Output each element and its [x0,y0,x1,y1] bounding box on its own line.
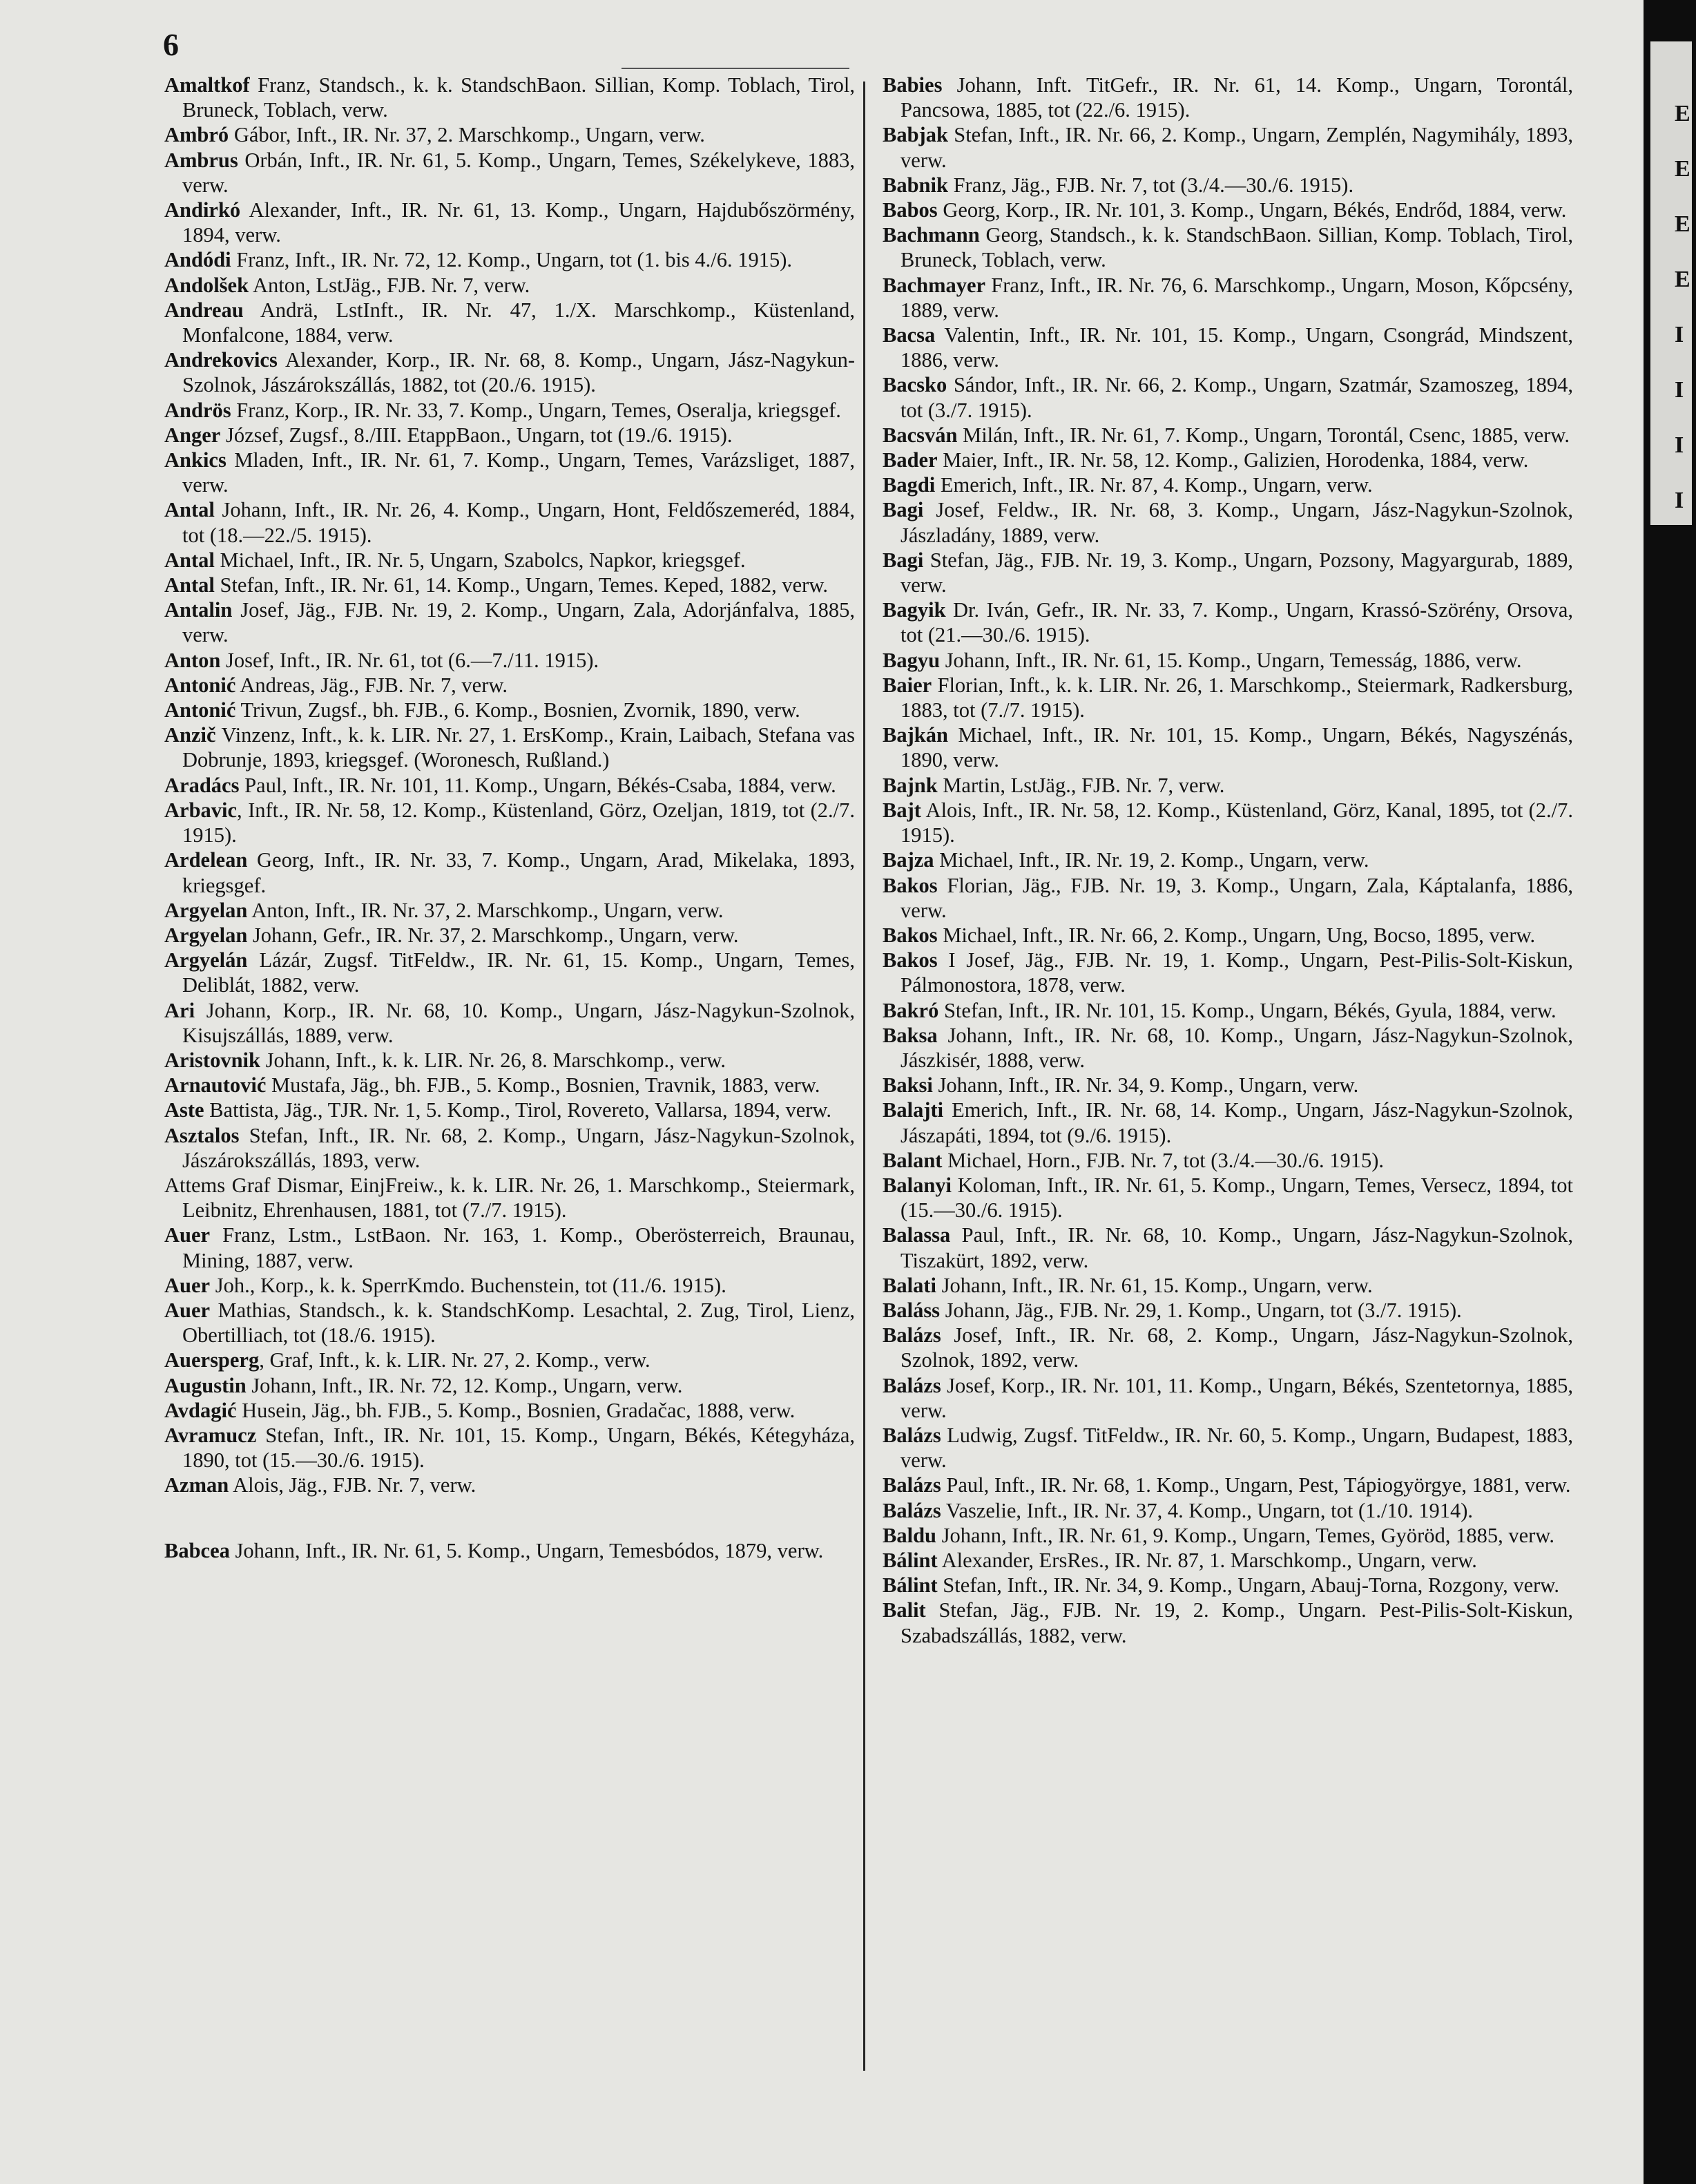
entry-surname: Babos [883,198,938,222]
entry-surname: Anton [164,648,221,672]
register-entry [164,548,855,573]
entry-surname: Aradács [164,773,240,797]
register-entry [164,1473,855,1497]
entry-details: Johann, Inft., IR. Nr. 34, 9. Komp., Ungarn, verw. [932,1073,1359,1098]
entry-surname: Bagyik [883,598,946,622]
entry-surname: Baksi [883,1073,933,1098]
entry-surname: Bader [883,448,938,472]
entry-surname: Arnautović [164,1073,267,1098]
entry-details: Maier, Inft., IR. Nr. 58, 12. Komp., Galizien, Horodenka, 1884, verw. [937,448,1529,472]
register-entry [883,1273,1573,1298]
entry-surname: Antonić [164,698,236,722]
entry-details: Joh., Korp., k. k. SperrKmdo. Buchenstein, tot (11./6. 1915). [210,1273,726,1297]
entry-surname: Babies [883,73,943,97]
register-entry [164,573,855,597]
adjacent-page-letter: I [1675,377,1684,403]
entry-details: Sándor, Inft., IR. Nr. 66, 2. Komp., Ungarn, Szatmár, Szamoszeg, 1894, tot (3./7. 1915). [900,373,1573,422]
entry-surname: Antal [164,498,215,522]
entry-surname: Balit [883,1598,926,1622]
register-entry [883,1173,1573,1223]
entry-details: Josef, Inft., IR. Nr. 68, 2. Komp., Ungarn, Jász-Nagykun-Szolnok, Szolnok, 1892, verw. [900,1323,1573,1372]
register-entry [164,597,855,647]
register-entry [164,298,855,347]
entry-details: Johann, Jäg., FJB. Nr. 29, 1. Komp., Ungarn, tot (3./7. 1915). [940,1298,1462,1322]
entry-surname: Bachmann [883,223,980,247]
entry-details: Johann, Inft., IR. Nr. 61, 5. Komp., Ungarn, Temesbódos, 1879, verw. [229,1538,824,1562]
entry-details: Ludwig, Zugsf. TitFeldw., IR. Nr. 60, 5. Komp., Ungarn, Budapest, 1883, verw. [900,1423,1573,1473]
entry-details: Michael, Inft., IR. Nr. 101, 15. Komp., Ungarn, Békés, Nagyszénás, 1890, verw. [900,723,1573,772]
entry-details: Vinzenz, Inft., k. k. LIR. Nr. 27, 1. ErsKomp., Krain, Laibach, Stefana vas Dobrunje, 1893, kriegsgef. (Woronesch, Rußland.) [182,723,855,772]
register-entry [883,923,1573,948]
entry-details: Alois, Inft., IR. Nr. 58, 12. Komp., Küstenland, Görz, Kanal, 1895, tot (2./7. 1915). [900,798,1573,847]
register-entry [883,173,1573,198]
entry-details: Josef, Jäg., FJB. Nr. 19, 2. Komp., Ungarn, Zala, Adorjánfalva, 1885, verw. [182,598,855,647]
entry-surname: Baier [883,673,932,697]
entry-surname: Auer [164,1223,211,1247]
register-entry [164,1073,855,1098]
entry-details: Stefan, Inft., IR. Nr. 101, 15. Komp., Ungarn, Békés, Kétegyháza, 1890, tot (15.—30./6. 1915). [182,1423,855,1473]
entry-surname: Balázs [883,1473,941,1497]
entry-surname: Bagyu [883,648,941,672]
entry-surname: Bakró [883,998,939,1022]
register-entry [883,773,1573,798]
entry-surname: Bajkán [883,723,948,747]
entry-details: Michael, Inft., IR. Nr. 19, 2. Komp., Ungarn, verw. [934,848,1369,872]
register-entry [164,847,855,897]
entry-surname: Babcea [164,1538,230,1562]
entry-surname: Bacsa [883,323,936,347]
register-entry [164,247,855,272]
register-entry [164,1348,855,1372]
register-entry [164,1273,855,1298]
entry-surname: Bagdi [883,473,936,497]
entry-surname: Antonić [164,673,236,697]
register-entry [164,923,855,948]
left-column [164,73,855,1563]
entry-surname: Aste [164,1098,204,1122]
register-entry [883,597,1573,647]
register-entry [883,998,1573,1023]
page-number: 6 [163,27,179,62]
right-column [883,73,1573,1648]
entry-details: Johann, Inft., IR. Nr. 26, 4. Komp., Ungarn, Hont, Feldőszemeréd, 1884, tot (18.—22./5. 1915). [182,498,855,547]
register-entry [883,847,1573,872]
entry-details: Johann, Korp., IR. Nr. 68, 10. Komp., Ungarn, Jász-Nagykun-Szolnok, Kisujszállás, 1889, verw. [182,998,855,1047]
adjacent-page-letter: E [1675,101,1690,126]
register-entry [164,1298,855,1348]
entry-surname: Bakos [883,948,938,973]
entry-surname: Auer [164,1298,211,1322]
entry-details: Stefan, Inft., IR. Nr. 61, 14. Komp., Ungarn, Temes. Keped, 1882, verw. [214,573,829,597]
register-entry [164,722,855,772]
entry-surname: Balajti [883,1098,944,1122]
entry-details: Franz, Inft., IR. Nr. 76, 6. Marschkomp., Ungarn, Moson, Kőpcsény, 1889, verw. [900,273,1573,322]
entry-surname: Bakos [883,923,938,947]
entry-surname: Baláss [883,1298,941,1322]
entry-surname: Avramucz [164,1423,257,1447]
entry-details: Johann, Inft., IR. Nr. 61, 15. Komp., Ungarn, Temesság, 1886, verw. [940,648,1522,672]
entry-details: Michael, Horn., FJB. Nr. 7, tot (3./4.—30./6. 1915). [942,1148,1385,1172]
entry-surname: Andódi [164,248,231,272]
register-entry [883,198,1573,222]
register-entry [883,1373,1573,1423]
entry-surname: Baldu [883,1523,936,1547]
entry-details: Dr. Iván, Gefr., IR. Nr. 33, 7. Komp., Ungarn, Krassó-Szörény, Orsova, tot (21.—30./6. 1915). [900,598,1573,647]
entry-surname: Arbavic [164,798,238,822]
entry-surname: Bálint [883,1573,938,1598]
register-entry [164,497,855,547]
adjacent-page-letter: I [1675,488,1684,513]
entry-details: Johann, Inft., k. k. LIR. Nr. 26, 8. Marschkomp., verw. [260,1048,726,1072]
entry-details: Alexander, ErsRes., IR. Nr. 87, 1. Marschkomp., Ungarn, verw. [937,1548,1477,1572]
register-entry [883,73,1573,122]
register-entry [883,122,1573,172]
entry-details: Anton, LstJäg., FJB. Nr. 7, verw. [249,273,530,297]
entry-surname: Balázs [883,1373,941,1397]
register-entry [164,73,855,122]
entry-details: Stefan, Jäg., FJB. Nr. 19, 2. Komp., Ungarn. Pest-Pilis-Solt-Kiskun, Szabadszállás, 1882, verw. [900,1598,1573,1647]
entry-details: Georg, Inft., IR. Nr. 33, 7. Komp., Ungarn, Arad, Mikelaka, 1893, kriegsgef. [182,848,855,897]
entry-details: Martin, LstJäg., FJB. Nr. 7, verw. [937,773,1225,797]
entry-surname: Aristovnik [164,1048,260,1072]
entry-surname: Andreau [164,298,244,322]
register-entry [883,448,1573,472]
entry-surname: Ambró [164,123,229,147]
entry-details: Attems Graf Dismar, EinjFreiw., k. k. LIR. Nr. 26, 1. Marschkomp., Steiermark, Leibnitz, Ehrenhausen, 1881, tot (7./7. 1915). [164,1173,855,1223]
entry-surname: Antalin [164,598,233,622]
entry-details: Johann, Inft., IR. Nr. 61, 15. Komp., Ungarn, verw. [936,1273,1373,1297]
entry-details: Paul, Inft., IR. Nr. 68, 1. Komp., Ungarn, Pest, Tápiogyörgye, 1881, verw. [941,1473,1571,1497]
entry-surname: Babnik [883,173,948,197]
entry-details: Koloman, Inft., IR. Nr. 61, 5. Komp., Ungarn, Temes, Versecz, 1894, tot (15.—30./6. 1915). [900,1173,1573,1223]
entry-details: I Josef, Jäg., FJB. Nr. 19, 1. Komp., Ungarn, Pest-Pilis-Solt-Kiskun, Pálmonostora, 1878, verw. [900,948,1573,997]
register-entry [164,673,855,698]
register-entry [883,1498,1573,1523]
entry-surname: Andolšek [164,273,249,297]
entry-details: Husein, Jäg., bh. FJB., 5. Komp., Bosnien, Gradačac, 1888, verw. [236,1398,796,1422]
entry-details: Alexander, Korp., IR. Nr. 68, 8. Komp., Ungarn, Jász-Nagykun-Szolnok, Jászárokszállás, 1882, tot (20./6. 1915). [182,348,855,397]
entry-surname: Balanyi [883,1173,952,1197]
register-entry [883,548,1573,597]
register-entry [883,722,1573,772]
register-entry [883,1573,1573,1598]
register-entry [883,948,1573,997]
register-entry [883,423,1573,448]
entry-surname: Balázs [883,1423,941,1447]
adjacent-page-letter: I [1675,322,1684,347]
entry-surname: Anzič [164,723,216,747]
register-entry [883,273,1573,323]
entry-details: Franz, Standsch., k. k. StandschBaon. Sillian, Komp. Toblach, Tirol, Bruneck, Toblach, verw. [182,73,855,122]
entry-surname: Auer [164,1273,211,1297]
register-entry [883,1473,1573,1497]
register-entry [164,1398,855,1423]
entry-details: Stefan, Inft., IR. Nr. 66, 2. Komp., Ungarn, Zemplén, Nagymihály, 1893, verw. [900,123,1573,172]
register-entry [883,1423,1573,1473]
entry-details: Michael, Inft., IR. Nr. 66, 2. Komp., Ungarn, Ung, Bocso, 1895, verw. [937,923,1536,947]
entry-details: Michael, Inft., IR. Nr. 5, Ungarn, Szabolcs, Napkor, kriegsgef. [214,548,746,572]
register-entry [164,1223,855,1272]
entry-details: Josef, Feldw., IR. Nr. 68, 3. Komp., Ungarn, Jász-Nagykun-Szolnok, Jászladány, 1889, verw. [900,498,1573,547]
register-entry [164,1098,855,1122]
entry-surname: Ambrus [164,148,238,172]
register-entry [164,148,855,198]
entry-details: Mladen, Inft., IR. Nr. 61, 7. Komp., Ungarn, Temes, Varázsliget, 1887, verw. [182,448,855,497]
entry-surname: Amaltkof [164,73,250,97]
entry-surname: Bajnk [883,773,938,797]
adjacent-page-letter: I [1675,432,1684,458]
entry-details: Stefan, Inft., IR. Nr. 101, 15. Komp., Ungarn, Békés, Gyula, 1884, verw. [938,998,1557,1022]
entry-surname: Argyelan [164,898,248,922]
entry-surname: Antal [164,548,215,572]
entry-surname: Andrös [164,398,231,422]
register-entry [164,423,855,448]
entry-surname: Andrekovics [164,348,278,372]
entry-surname: Bajza [883,848,934,872]
entry-surname: Ardelean [164,848,248,872]
entry-details: Alois, Jäg., FJB. Nr. 7, verw. [229,1473,476,1497]
entry-details: Johann, Inft., IR. Nr. 72, 12. Komp., Ungarn, verw. [246,1373,683,1397]
register-entry [164,648,855,673]
entry-details: Mathias, Standsch., k. k. StandschKomp. Lesachtal, 2. Zug, Tirol, Lienz, Obertilliach, tot (18./6. 1915). [182,1298,855,1348]
entry-surname: Bachmayer [883,273,986,297]
register-entry [883,1548,1573,1573]
register-entry [883,1323,1573,1372]
register-entry [164,198,855,247]
entry-details: , Graf, Inft., k. k. LIR. Nr. 27, 2. Komp., verw. [259,1348,651,1372]
register-entry [883,1098,1573,1147]
register-entry [883,648,1573,673]
entry-details: Franz, Inft., IR. Nr. 72, 12. Komp., Ungarn, tot (1. bis 4./6. 1915). [231,248,793,272]
register-entry [883,673,1573,722]
column-divider [863,82,865,2071]
entry-details: Stefan, Jäg., FJB. Nr. 19, 3. Komp., Ungarn, Pozsony, Magyargurab, 1889, verw. [900,548,1573,597]
entry-details: Johann, Inft. TitGefr., IR. Nr. 61, 14. Komp., Ungarn, Torontál, Pancsowa, 1885, tot (22./6. 1915). [900,73,1573,122]
entry-surname: Bagi [883,498,924,522]
entry-details: Orbán, Inft., IR. Nr. 61, 5. Komp., Ungarn, Temes, Székelykeve, 1883, verw. [182,148,855,197]
entry-details: Josef, Korp., IR. Nr. 101, 11. Komp., Ungarn, Békés, Szentetornya, 1885, verw. [900,1373,1573,1422]
register-entry [883,1148,1573,1173]
register-entry [883,1073,1573,1098]
entry-surname: Augustin [164,1373,247,1397]
register-entry [164,273,855,298]
register-entry [164,948,855,997]
entry-details: Valentin, Inft., IR. Nr. 101, 15. Komp., Ungarn, Csongrád, Mindszent, 1886, verw. [900,323,1573,372]
register-entry [164,1423,855,1473]
entry-details: Florian, Jäg., FJB. Nr. 19, 3. Komp., Ungarn, Zala, Káptalanfa, 1886, verw. [900,873,1573,922]
entry-details: Vaszelie, Inft., IR. Nr. 37, 4. Komp., Ungarn, tot (1./10. 1914). [941,1498,1474,1522]
entry-details: , Inft., IR. Nr. 58, 12. Komp., Küstenland, Görz, Ozeljan, 1819, tot (2./7. 1915). [182,798,855,847]
register-entry [164,1173,855,1223]
entry-details: Milán, Inft., IR. Nr. 61, 7. Komp., Ungarn, Torontál, Csenc, 1885, verw. [957,423,1570,447]
entry-surname: Bakos [883,873,938,897]
entry-surname: Baksa [883,1023,938,1047]
entry-details: Mustafa, Jäg., bh. FJB., 5. Komp., Bosnien, Travnik, 1883, verw. [266,1073,820,1098]
entry-surname: Ankics [164,448,227,472]
entry-details: Emerich, Inft., IR. Nr. 68, 14. Komp., Ungarn, Jász-Nagykun-Szolnok, Jászapáti, 1894, tot (9./6. 1915). [900,1098,1573,1147]
entry-details: Stefan, Inft., IR. Nr. 68, 2. Komp., Ungarn, Jász-Nagykun-Szolnok, Jászárokszállás, 1893, verw. [182,1123,855,1172]
entry-surname: Bacsván [883,423,958,447]
entry-details: Alexander, Inft., IR. Nr. 61, 13. Komp., Ungarn, Hajdubőszörmény, 1894, verw. [182,198,855,247]
adjacent-page-letter: E [1675,267,1690,292]
entry-surname: Ari [164,998,195,1022]
register-entry [164,122,855,147]
entry-details: Georg, Standsch., k. k. StandschBaon. Sillian, Komp. Toblach, Tirol, Bruneck, Toblach, verw. [900,223,1573,272]
entry-details: Paul, Inft., IR. Nr. 101, 11. Komp., Ungarn, Békés-Csaba, 1884, verw. [239,773,836,797]
register-entry [164,398,855,423]
entry-surname: Asztalos [164,1123,240,1147]
register-entry [883,873,1573,923]
entry-surname: Balázs [883,1498,941,1522]
register-entry [164,798,855,847]
register-entry [883,472,1573,497]
entry-surname: Argyelán [164,948,248,973]
register-entry [883,798,1573,847]
entry-details: József, Zugsf., 8./III. EtappBaon., Ungarn, tot (19./6. 1915). [220,423,733,447]
entry-surname: Avdagić [164,1398,237,1422]
register-entry [164,698,855,722]
register-entry [883,1023,1573,1073]
entry-details: Anton, Inft., IR. Nr. 37, 2. Marschkomp., Ungarn, verw. [247,898,724,922]
entry-surname: Balant [883,1148,943,1172]
register-entry [883,372,1573,422]
adjacent-page-letter: E [1675,211,1690,237]
register-entry [164,347,855,397]
entry-details: Stefan, Inft., IR. Nr. 34, 9. Komp., Ungarn, Abauj-Torna, Rozgony, verw. [937,1573,1559,1598]
entry-details: Johann, Inft., IR. Nr. 68, 10. Komp., Ungarn, Jász-Nagykun-Szolnok, Jászkisér, 1888, verw. [900,1023,1573,1072]
entry-surname: Auersperg [164,1348,260,1372]
register-entry [883,1598,1573,1647]
entry-details: Franz, Lstm., LstBaon. Nr. 163, 1. Komp., Oberösterreich, Braunau, Mining, 1887, verw. [182,1223,855,1272]
register-entry [883,222,1573,272]
entry-surname: Azman [164,1473,229,1497]
entry-surname: Balassa [883,1223,951,1247]
entry-details: Franz, Jäg., FJB. Nr. 7, tot (3./4.—30./6. 1915). [947,173,1354,197]
register-entry [164,773,855,798]
entry-surname: Bálint [883,1548,938,1572]
entry-details: Andreas, Jäg., FJB. Nr. 7, verw. [235,673,508,697]
top-rule [621,68,849,69]
entry-surname: Babjak [883,123,948,147]
entry-details: Battista, Jäg., TJR. Nr. 1, 5. Komp., Tirol, Rovereto, Vallarsa, 1894, verw. [204,1098,832,1122]
register-entry [883,323,1573,372]
entry-details: Johann, Gefr., IR. Nr. 37, 2. Marschkomp., Ungarn, verw. [247,923,739,947]
entry-surname: Antal [164,573,215,597]
register-entry [164,1538,855,1563]
entry-surname: Balázs [883,1323,941,1348]
entry-surname: Bagi [883,548,924,572]
entry-surname: Balati [883,1273,936,1297]
entry-details: Andrä, LstInft., IR. Nr. 47, 1./X. Marschkomp., Küstenland, Monfalcone, 1884, verw. [182,298,855,347]
register-entry [164,898,855,923]
register-entry [164,1048,855,1073]
entry-surname: Bajt [883,798,921,822]
entry-details: Gábor, Inft., IR. Nr. 37, 2. Marschkomp., Ungarn, verw. [229,123,705,147]
register-entry [883,1223,1573,1272]
entry-details: Lázár, Zugsf. TitFeldw., IR. Nr. 61, 15. Komp., Ungarn, Temes, Deliblát, 1882, verw. [182,948,855,997]
entry-surname: Argyelan [164,923,248,947]
entry-details: Johann, Inft., IR. Nr. 61, 9. Komp., Ungarn, Temes, Györöd, 1885, verw. [936,1523,1554,1547]
register-entry [883,1523,1573,1548]
entry-surname: Andirkó [164,198,241,222]
register-entry [164,448,855,497]
entry-surname: Bacsko [883,373,947,397]
adjacent-page-letter: E [1675,156,1690,182]
register-entry [164,1123,855,1173]
register-entry [164,998,855,1048]
entry-details: Florian, Inft., k. k. LIR. Nr. 26, 1. Marschkomp., Steiermark, Radkersburg, 1883, tot (7./7. 1915). [900,673,1573,722]
register-entry [883,497,1573,547]
adjacent-page-letters [1675,86,1695,528]
entry-details: Josef, Inft., IR. Nr. 61, tot (6.—7./11. 1915). [220,648,599,672]
entry-details: Franz, Korp., IR. Nr. 33, 7. Komp., Ungarn, Temes, Oseralja, kriegsgef. [231,398,841,422]
entry-details: Paul, Inft., IR. Nr. 68, 10. Komp., Ungarn, Jász-Nagykun-Szolnok, Tiszakürt, 1892, verw. [900,1223,1573,1272]
entry-surname: Anger [164,423,221,447]
entry-details: Emerich, Inft., IR. Nr. 87, 4. Komp., Ungarn, verw. [935,473,1373,497]
entry-details: Trivun, Zugsf., bh. FJB., 6. Komp., Bosnien, Zvornik, 1890, verw. [235,698,800,722]
register-entry [164,1373,855,1398]
entry-details: Georg, Korp., IR. Nr. 101, 3. Komp., Ungarn, Békés, Endrőd, 1884, verw. [937,198,1567,222]
register-entry [883,1298,1573,1323]
